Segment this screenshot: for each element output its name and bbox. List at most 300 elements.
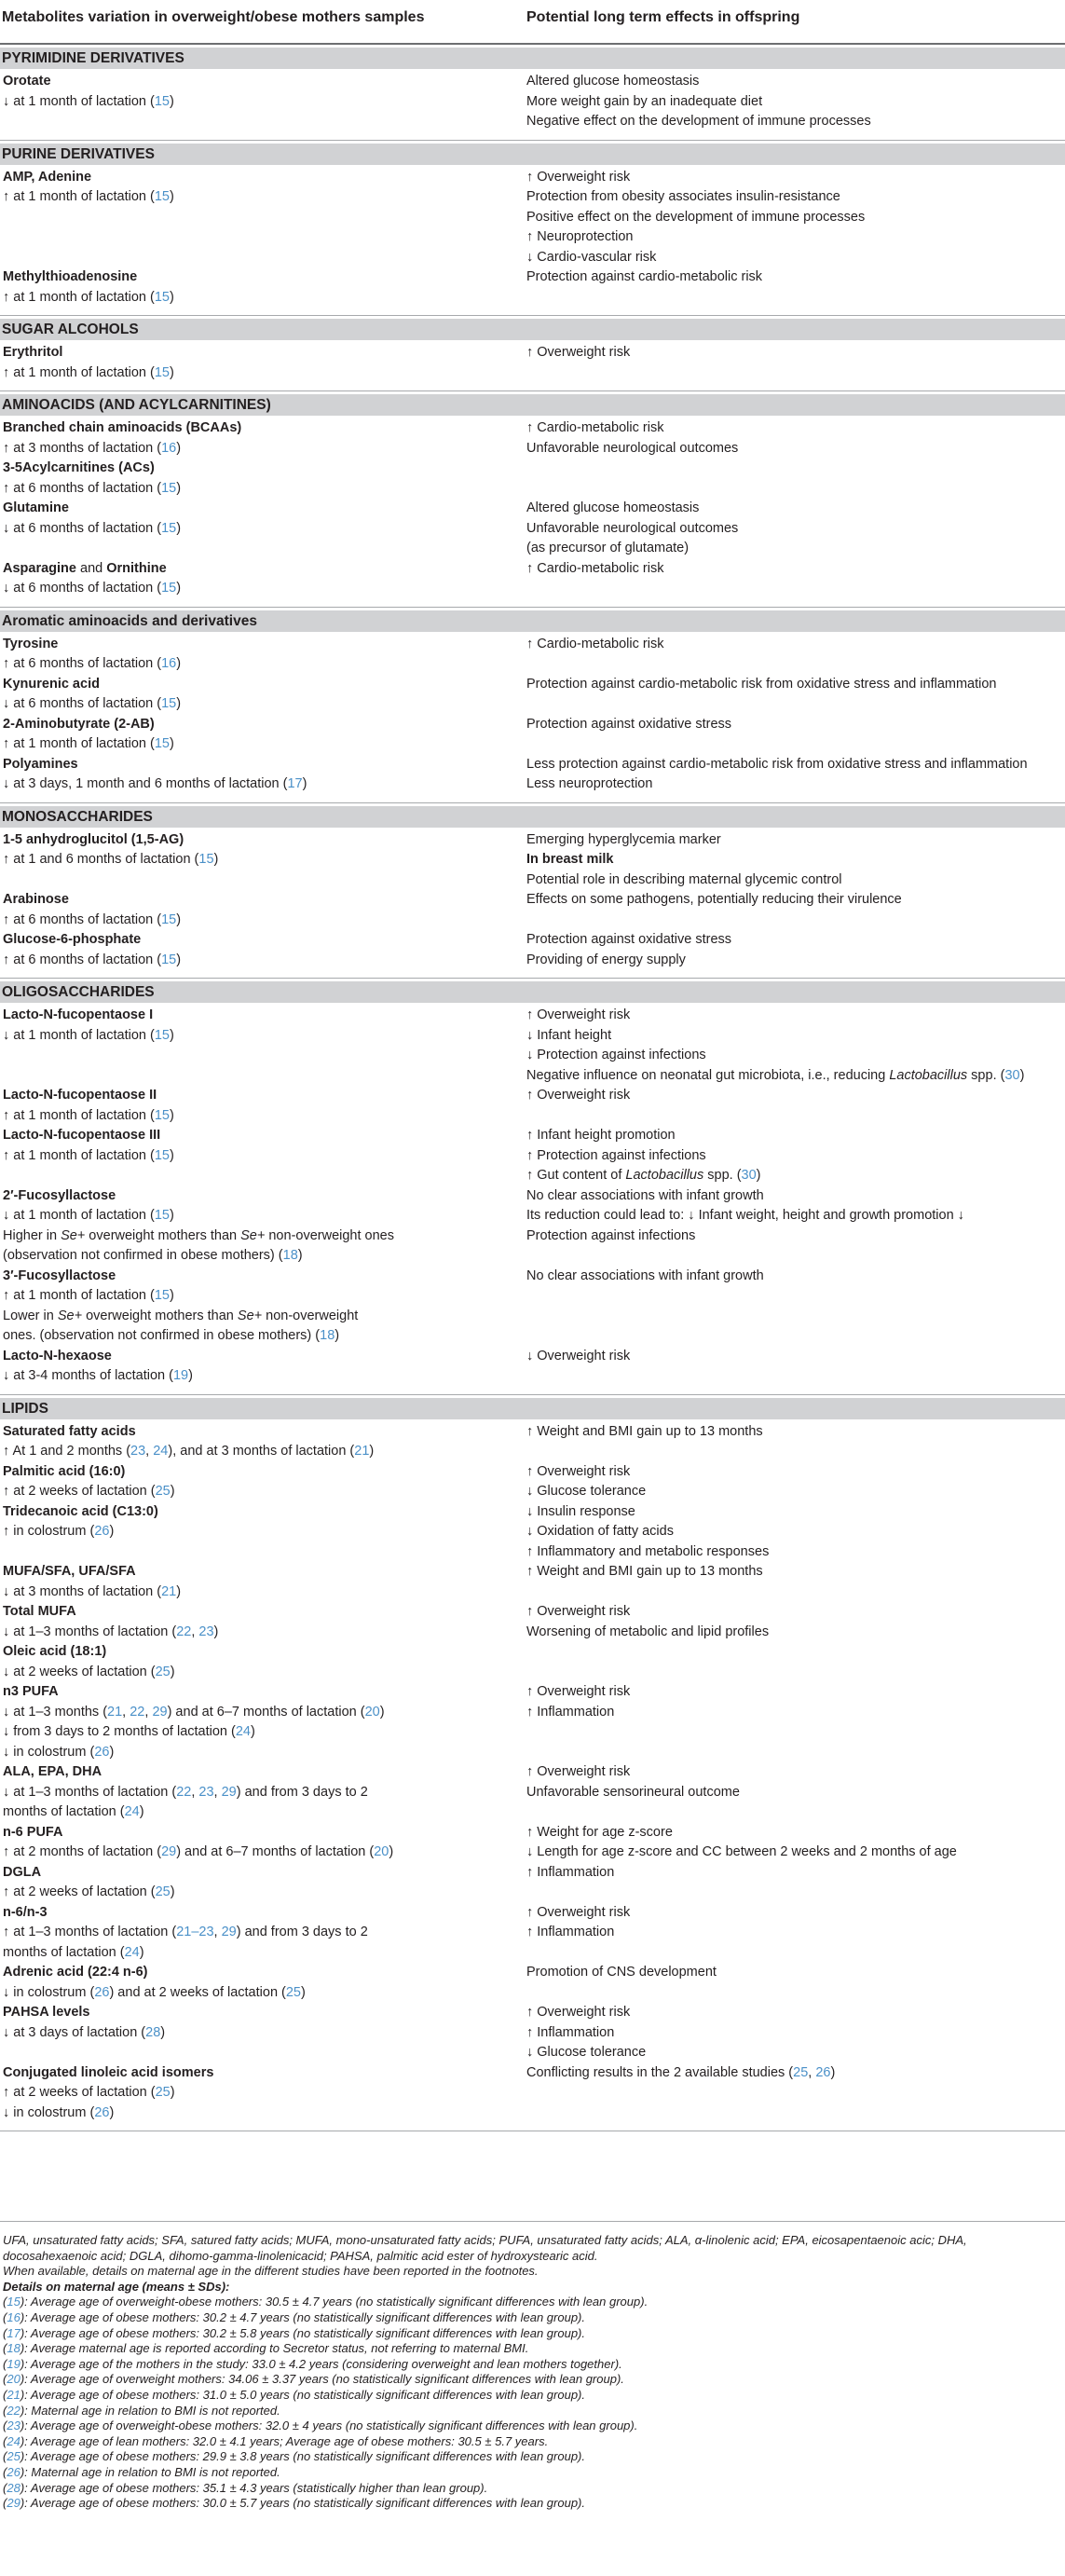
text-run: ↑ at 1 and 6 months of lactation ( bbox=[3, 852, 199, 867]
cell-line bbox=[526, 1086, 1065, 1106]
text-run: ( bbox=[3, 2309, 7, 2324]
metabolite-cell bbox=[0, 635, 526, 675]
metabolite-name: 2′-Fucosyllactose bbox=[3, 1187, 116, 1203]
metabolite-name: Tyrosine bbox=[3, 636, 59, 651]
text-run: ( bbox=[3, 2449, 7, 2464]
section-heading: LIPIDS bbox=[0, 1398, 1065, 1419]
reference-link[interactable]: 20 bbox=[7, 2372, 20, 2387]
text-run: ↓ at 6 months of lactation ( bbox=[3, 520, 162, 536]
reference-link[interactable]: 17 bbox=[7, 2325, 20, 2340]
table-section bbox=[0, 48, 1065, 141]
table-row bbox=[0, 675, 1065, 715]
reference-link[interactable]: 15 bbox=[198, 852, 214, 867]
effects-cell bbox=[526, 1186, 1065, 1267]
text-run: overweight mothers than bbox=[85, 1227, 241, 1243]
cell-line bbox=[0, 479, 526, 500]
reference-link[interactable]: 15 bbox=[154, 189, 170, 204]
footnote-line bbox=[0, 2341, 1065, 2357]
metabolite-cell bbox=[0, 890, 526, 930]
table-header bbox=[0, 0, 1065, 45]
reference-link[interactable]: 15 bbox=[161, 581, 177, 596]
text-run: ↑ Overweight risk bbox=[526, 1463, 631, 1479]
cell-line bbox=[526, 208, 1065, 228]
metabolite-name: Lacto-N-fucopentaose III bbox=[3, 1128, 161, 1143]
metabolite-name: Methylthioadenosine bbox=[3, 269, 138, 284]
metabolite-name: Orotate bbox=[3, 74, 51, 89]
reference-link[interactable]: 18 bbox=[320, 1328, 335, 1343]
metabolite-name: Conjugated linoleic acid isomers bbox=[3, 2064, 214, 2080]
text-run: More weight gain by an inadequate diet bbox=[526, 93, 763, 109]
reference-link[interactable]: 16 bbox=[161, 656, 177, 671]
cell-line bbox=[0, 1086, 526, 1106]
text-run: ( bbox=[3, 2464, 7, 2479]
reference-link[interactable]: 29 bbox=[161, 1844, 177, 1859]
text-run: ) bbox=[389, 1844, 394, 1859]
metabolite-cell bbox=[0, 499, 526, 559]
cell-line bbox=[0, 1146, 526, 1167]
reference-link[interactable]: 15 bbox=[161, 520, 177, 536]
text-run: ) bbox=[188, 1368, 193, 1383]
footnote-line bbox=[0, 2249, 1065, 2265]
text-run: ) bbox=[830, 2064, 836, 2080]
text-run: ↓ at 1–3 months of lactation ( bbox=[3, 1784, 177, 1800]
metabolite-cell bbox=[0, 1903, 526, 1964]
cell-line bbox=[526, 715, 1065, 735]
reference-link[interactable]: 30 bbox=[741, 1168, 757, 1183]
reference-link[interactable]: 24 bbox=[235, 1724, 251, 1739]
reference-link[interactable]: 18 bbox=[7, 2341, 20, 2356]
reference-link[interactable]: 24 bbox=[124, 1944, 140, 1960]
reference-link[interactable]: 15 bbox=[154, 736, 170, 751]
table-row bbox=[0, 1602, 1065, 1682]
reference-link[interactable]: 19 bbox=[7, 2356, 20, 2371]
text-run: ↓ at 2 weeks of lactation ( bbox=[3, 1664, 156, 1679]
text-run: ( bbox=[3, 2295, 7, 2309]
reference-link[interactable]: 17 bbox=[287, 776, 303, 791]
reference-link[interactable]: 25 bbox=[793, 2064, 809, 2080]
cell-line bbox=[526, 1783, 1065, 1803]
cell-line bbox=[0, 930, 526, 951]
table-row bbox=[0, 715, 1065, 755]
reference-link[interactable]: 30 bbox=[1004, 1067, 1020, 1083]
text-run: ↓ Cardio-vascular risk bbox=[526, 249, 657, 265]
text-run: Conflicting results in the 2 available studies ( bbox=[526, 2064, 794, 2080]
metabolite-cell bbox=[0, 343, 526, 383]
text-run: Potential role in describing maternal glycemic control bbox=[526, 871, 842, 887]
text-run: ↑ at 1 month of lactation ( bbox=[3, 1288, 155, 1303]
text-run: ↑ at 1 month of lactation ( bbox=[3, 736, 155, 751]
text-run: ( bbox=[3, 2341, 7, 2356]
text-run: ): Average maternal age is reported according to Secretor status, not referring to maternal BMI. bbox=[20, 2341, 529, 2356]
cell-line bbox=[526, 248, 1065, 268]
reference-link[interactable]: 22 bbox=[176, 1624, 192, 1639]
text-run: ( bbox=[3, 2418, 7, 2433]
text-run: ) bbox=[756, 1168, 761, 1183]
text-run: ↓ from 3 days to 2 months of lactation ( bbox=[3, 1724, 236, 1739]
metabolite-cell bbox=[0, 1006, 526, 1086]
footnote-line bbox=[0, 2357, 1065, 2373]
text-run: ) bbox=[176, 1583, 182, 1599]
text-run: ) bbox=[109, 1744, 115, 1760]
cell-line bbox=[526, 1006, 1065, 1026]
table-row bbox=[0, 267, 1065, 308]
text-run: ↓ Oxidation of fatty acids bbox=[526, 1524, 674, 1539]
footnote-line bbox=[0, 2264, 1065, 2280]
table-footnotes bbox=[0, 2221, 1065, 2512]
metabolite-cell bbox=[0, 418, 526, 499]
reference-link[interactable]: 22 bbox=[7, 2403, 20, 2418]
cell-line bbox=[0, 1442, 526, 1462]
footnote-line bbox=[0, 2280, 1065, 2295]
cell-line bbox=[0, 1602, 526, 1623]
cell-line bbox=[0, 1226, 526, 1247]
reference-link[interactable]: 26 bbox=[94, 1524, 110, 1539]
reference-link[interactable]: 18 bbox=[282, 1248, 298, 1263]
table-row bbox=[0, 1462, 1065, 1563]
cell-line bbox=[0, 363, 526, 384]
cell-line bbox=[0, 1863, 526, 1884]
table-section bbox=[0, 319, 1065, 391]
cell-line bbox=[526, 1843, 1065, 1863]
table-row bbox=[0, 1762, 1065, 1823]
text-run: Negative influence on neonatal gut microbiota, i.e., reducing bbox=[526, 1067, 890, 1083]
reference-link[interactable]: 19 bbox=[172, 1368, 189, 1383]
effects-cell bbox=[526, 890, 1065, 930]
reference-link[interactable]: 29 bbox=[152, 1704, 168, 1720]
reference-link[interactable]: 21 bbox=[7, 2387, 20, 2402]
footnote-line bbox=[0, 2434, 1065, 2450]
text-run: ) bbox=[250, 1724, 255, 1739]
reference-link[interactable]: 23 bbox=[198, 1784, 214, 1800]
effects-cell bbox=[526, 499, 1065, 559]
text-run: ) bbox=[369, 1444, 375, 1459]
table-row bbox=[0, 1086, 1065, 1126]
reference-link[interactable]: 15 bbox=[154, 1147, 170, 1163]
reference-link[interactable]: 26 bbox=[815, 2064, 831, 2080]
text-run: ): Average age of lean mothers: 32.0 ± 4.1 years; Average age of obese mothers: 30.5 ± 5.7 years. bbox=[20, 2433, 549, 2448]
reference-link[interactable]: 24 bbox=[153, 1444, 169, 1459]
reference-link[interactable]: 25 bbox=[7, 2449, 20, 2464]
cell-line bbox=[0, 499, 526, 519]
text-run: ↑ Inflammation bbox=[526, 1864, 615, 1880]
metabolite-cell bbox=[0, 1823, 526, 1903]
text-run: ) and from 3 days to 2 bbox=[236, 1784, 368, 1800]
metabolite-cell bbox=[0, 168, 526, 268]
cell-line bbox=[0, 519, 526, 540]
reference-link[interactable]: 15 bbox=[161, 480, 177, 496]
text-run: ) bbox=[169, 93, 174, 109]
text-run: ( bbox=[3, 2403, 7, 2418]
text-run: ↓ at 3-4 months of lactation ( bbox=[3, 1368, 173, 1383]
effects-cell bbox=[526, 675, 1065, 715]
metabolite-name: Adrenic acid (22:4 n-6) bbox=[3, 1965, 148, 1980]
table-row bbox=[0, 1126, 1065, 1186]
footnote-line bbox=[0, 2326, 1065, 2342]
cell-line bbox=[0, 1583, 526, 1603]
text-run: ( bbox=[3, 2372, 7, 2387]
reference-link[interactable]: 21–23 bbox=[176, 1925, 214, 1939]
cell-line bbox=[526, 1026, 1065, 1047]
reference-link[interactable]: 15 bbox=[161, 952, 177, 967]
cell-line bbox=[0, 694, 526, 715]
metabolite-name: Ornithine bbox=[106, 560, 167, 576]
metabolite-cell bbox=[0, 830, 526, 891]
text-run: ↑ at 6 months of lactation ( bbox=[3, 480, 162, 496]
metabolite-cell bbox=[0, 1602, 526, 1682]
cell-line bbox=[0, 2023, 526, 2044]
reference-link[interactable]: 15 bbox=[161, 696, 177, 711]
reference-link[interactable]: 16 bbox=[7, 2309, 20, 2324]
reference-link[interactable]: 29 bbox=[221, 1925, 237, 1939]
table-row bbox=[0, 418, 1065, 499]
footnote-line bbox=[0, 2418, 1065, 2434]
text-run: ↓ at 1–3 months ( bbox=[3, 1704, 108, 1720]
cell-line bbox=[0, 1522, 526, 1542]
effects-cell bbox=[526, 2003, 1065, 2063]
reference-link[interactable]: 25 bbox=[155, 2085, 171, 2100]
text-run: Protection against cardio-metabolic risk bbox=[526, 269, 763, 284]
table-section bbox=[0, 610, 1065, 803]
cell-line bbox=[0, 1206, 526, 1226]
text-run: ↑ Overweight risk bbox=[526, 1904, 631, 1920]
table-row bbox=[0, 1347, 1065, 1387]
reference-link[interactable]: 28 bbox=[7, 2480, 20, 2495]
text-run: , bbox=[191, 1624, 199, 1639]
text-run: UFA, unsaturated fatty acids; SFA, satured fatty acids; MUFA, mono-unsaturated fatty acids; PUFA, unsaturated fatty acids; ALA, α-linolenic acid; EPA, eicosapentaenoic acic; DHA, bbox=[3, 2233, 967, 2247]
cell-line bbox=[0, 1422, 526, 1443]
cell-line bbox=[0, 1502, 526, 1523]
cell-line bbox=[0, 1682, 526, 1703]
cell-line bbox=[526, 870, 1065, 891]
text-run: ): Average age of obese mothers: 35.1 ± 4.3 years (statistically higher than lean group). bbox=[20, 2480, 488, 2495]
cell-line bbox=[0, 951, 526, 971]
metabolite-cell bbox=[0, 559, 526, 599]
effects-cell bbox=[526, 1347, 1065, 1387]
effects-cell bbox=[526, 267, 1065, 308]
cell-line bbox=[0, 1267, 526, 1287]
cell-line bbox=[526, 1226, 1065, 1247]
effects-cell bbox=[526, 1126, 1065, 1186]
cell-line bbox=[0, 1126, 526, 1146]
text-run: ) bbox=[176, 440, 182, 456]
effects-cell bbox=[526, 830, 1065, 891]
cell-line bbox=[0, 1026, 526, 1047]
text-run: ( bbox=[3, 2433, 7, 2448]
reference-link[interactable]: 21 bbox=[161, 1583, 177, 1599]
reference-link[interactable]: 28 bbox=[145, 2024, 161, 2040]
cell-line bbox=[526, 1963, 1065, 1983]
table-section bbox=[0, 394, 1065, 608]
footnote-line bbox=[0, 2404, 1065, 2419]
text-run: ↑ Inflammation bbox=[526, 1925, 615, 1939]
section-rows bbox=[0, 165, 1065, 317]
cell-line bbox=[526, 418, 1065, 439]
reference-link[interactable]: 26 bbox=[94, 2104, 110, 2120]
text-run: ( bbox=[3, 2325, 7, 2340]
reference-link[interactable]: 26 bbox=[94, 1744, 110, 1760]
reference-link[interactable]: 20 bbox=[364, 1704, 380, 1720]
cell-line bbox=[0, 1722, 526, 1743]
text-run: ): Average age of obese mothers: 30.2 ± 4.7 years (no statistically significant differences with lean group). bbox=[20, 2309, 585, 2324]
text-run: ↑ at 2 months of lactation ( bbox=[3, 1844, 162, 1859]
cell-line bbox=[526, 1562, 1065, 1583]
text-run: ↓ Glucose tolerance bbox=[526, 1484, 647, 1499]
text-run: ( bbox=[3, 2387, 7, 2402]
metabolite-name: MUFA/SFA, UFA/SFA bbox=[3, 1564, 136, 1579]
metabolite-name: 2-Aminobutyrate (2-AB) bbox=[3, 716, 155, 732]
reference-link[interactable]: 15 bbox=[154, 93, 170, 109]
text-run: ): Average age of overweight-obese mothers: 32.0 ± 4 years (no statistically significant differences with lean group). bbox=[20, 2418, 638, 2433]
metabolite-cell bbox=[0, 1462, 526, 1563]
text-run: ), and at 3 months of lactation ( bbox=[168, 1444, 355, 1459]
cell-line bbox=[526, 951, 1065, 971]
cell-line bbox=[0, 1663, 526, 1683]
cell-line bbox=[526, 774, 1065, 795]
text-run: ) bbox=[335, 1328, 340, 1343]
cell-line bbox=[526, 930, 1065, 951]
reference-link[interactable]: 15 bbox=[154, 289, 170, 305]
cell-line bbox=[526, 1166, 1065, 1186]
reference-link[interactable]: 23 bbox=[198, 1624, 214, 1639]
reference-link[interactable]: 15 bbox=[154, 1288, 170, 1303]
reference-link[interactable]: 25 bbox=[155, 1484, 171, 1499]
effects-cell bbox=[526, 418, 1065, 499]
reference-link[interactable]: 29 bbox=[221, 1784, 237, 1800]
text-run: ↑ Overweight risk bbox=[526, 345, 631, 360]
text-run: ↑ Weight and BMI gain up to 13 months bbox=[526, 1564, 763, 1579]
table-row bbox=[0, 499, 1065, 559]
reference-link[interactable]: 25 bbox=[285, 1984, 301, 2000]
reference-link[interactable]: 21 bbox=[107, 1704, 123, 1720]
cell-line bbox=[0, 1943, 526, 1964]
text-run: (as precursor of glutamate) bbox=[526, 541, 690, 555]
metabolite-name: n-6/n-3 bbox=[3, 1904, 48, 1920]
section-rows bbox=[0, 1003, 1065, 1395]
text-run: , bbox=[213, 1784, 222, 1800]
text-run: ) bbox=[169, 189, 174, 204]
text-run: Altered glucose homeostasis bbox=[526, 74, 700, 89]
text-run: ) bbox=[169, 1107, 174, 1123]
reference-link[interactable]: 26 bbox=[94, 1984, 110, 2000]
text-run: ↑ Weight and BMI gain up to 13 months bbox=[526, 1423, 763, 1439]
cell-line bbox=[0, 1642, 526, 1663]
cell-line bbox=[526, 1762, 1065, 1783]
reference-link[interactable]: 29 bbox=[7, 2496, 20, 2511]
reference-link[interactable]: 25 bbox=[155, 1884, 171, 1899]
metabolite-name: Oleic acid (18:1) bbox=[3, 1644, 107, 1659]
reference-link[interactable]: 22 bbox=[130, 1704, 145, 1720]
reference-link[interactable]: 20 bbox=[374, 1844, 389, 1859]
reference-link[interactable]: 24 bbox=[7, 2433, 20, 2448]
reference-link[interactable]: 25 bbox=[155, 1664, 171, 1679]
cell-line bbox=[0, 1307, 526, 1327]
cell-line bbox=[526, 1146, 1065, 1167]
text-run: ): Average age of the mothers in the study: 33.0 ± 4.2 years (considering overweight and lean mothers together). bbox=[20, 2356, 622, 2371]
reference-link[interactable]: 15 bbox=[161, 911, 177, 927]
cell-line bbox=[0, 2083, 526, 2103]
text-run: ↓ Length for age z-score and CC between 2 weeks and 2 months of age bbox=[526, 1844, 957, 1859]
reference-link[interactable]: 23 bbox=[7, 2418, 20, 2433]
text-run: ↑ at 6 months of lactation ( bbox=[3, 656, 162, 671]
text-run: ↑ Weight for age z-score bbox=[526, 1824, 673, 1840]
text-run: ↑ Cardio-metabolic risk bbox=[526, 636, 664, 651]
text-run: Unfavorable neurological outcomes bbox=[526, 440, 739, 456]
reference-link[interactable]: 15 bbox=[154, 1208, 170, 1223]
reference-link[interactable]: 16 bbox=[161, 440, 177, 456]
reference-link[interactable]: 24 bbox=[124, 1804, 140, 1819]
text-run: Unfavorable sensorineural outcome bbox=[526, 1784, 740, 1800]
text-run: ↑ at 1 month of lactation ( bbox=[3, 364, 155, 380]
text-run: spp. ( bbox=[967, 1067, 1005, 1083]
cell-line bbox=[0, 439, 526, 459]
cell-line bbox=[526, 850, 1065, 870]
reference-link[interactable]: 21 bbox=[354, 1444, 370, 1459]
cell-line bbox=[526, 1186, 1065, 1207]
text-run: ) bbox=[169, 1288, 174, 1303]
text-run: ) bbox=[169, 1208, 174, 1223]
cell-line bbox=[0, 1286, 526, 1307]
text-run: ) bbox=[139, 1944, 144, 1960]
effects-cell bbox=[526, 1422, 1065, 1462]
effects-cell bbox=[526, 559, 1065, 599]
cell-line bbox=[0, 1703, 526, 1723]
metabolite-cell bbox=[0, 1186, 526, 1267]
cell-line bbox=[526, 2023, 1065, 2044]
metabolite-name: Erythritol bbox=[3, 345, 63, 360]
metabolite-cell bbox=[0, 1086, 526, 1126]
cell-line bbox=[0, 1347, 526, 1367]
text-run: ↑ Overweight risk bbox=[526, 1007, 631, 1022]
cell-line bbox=[526, 72, 1065, 92]
cell-line bbox=[0, 1823, 526, 1843]
reference-link[interactable]: 23 bbox=[130, 1444, 146, 1459]
text-run: ) bbox=[169, 1147, 174, 1163]
text-run: ↑ Overweight risk bbox=[526, 1764, 631, 1779]
cell-line bbox=[526, 1903, 1065, 1924]
reference-link[interactable]: 15 bbox=[7, 2295, 20, 2309]
reference-link[interactable]: 15 bbox=[154, 1027, 170, 1043]
table-row bbox=[0, 72, 1065, 132]
text-run: ↑ at 2 weeks of lactation ( bbox=[3, 2085, 156, 2100]
text-run: Its reduction could lead to: ↓ Infant weight, height and growth promotion ↓ bbox=[526, 1208, 964, 1223]
metabolite-name: Saturated fatty acids bbox=[3, 1423, 136, 1439]
table-row bbox=[0, 1422, 1065, 1462]
text-run: Protection against cardio-metabolic risk from oxidative stress and inflammation bbox=[526, 676, 997, 692]
cell-line bbox=[526, 1863, 1065, 1884]
reference-link[interactable]: 26 bbox=[7, 2464, 20, 2479]
reference-link[interactable]: 22 bbox=[176, 1784, 192, 1800]
cell-line bbox=[526, 1542, 1065, 1563]
italic-text: Se+ bbox=[61, 1227, 86, 1243]
cell-line bbox=[526, 539, 1065, 559]
reference-link[interactable]: 15 bbox=[154, 364, 170, 380]
text-run: overweight mothers than bbox=[82, 1308, 238, 1323]
cell-line bbox=[0, 1482, 526, 1502]
text-run: ↑ at 2 weeks of lactation ( bbox=[3, 1484, 156, 1499]
footnote-line bbox=[0, 2310, 1065, 2326]
text-run: Worsening of metabolic and lipid profiles bbox=[526, 1624, 770, 1639]
reference-link[interactable]: 15 bbox=[154, 1107, 170, 1123]
text-run: (observation not confirmed in obese mothers) ( bbox=[3, 1248, 283, 1263]
metabolite-cell bbox=[0, 1562, 526, 1602]
text-run: ): Average age of overweight-obese mothers: 30.5 ± 4.7 years (no statistically significant differences with lean group). bbox=[20, 2295, 649, 2309]
metabolite-cell bbox=[0, 72, 526, 132]
cell-line bbox=[0, 1366, 526, 1387]
metabolite-name: Glucose-6-phosphate bbox=[3, 932, 142, 947]
text-run: Unfavorable neurological outcomes bbox=[526, 520, 739, 536]
text-run: ↑ Inflammation bbox=[526, 1704, 615, 1720]
metabolite-name: Glutamine bbox=[3, 500, 69, 515]
